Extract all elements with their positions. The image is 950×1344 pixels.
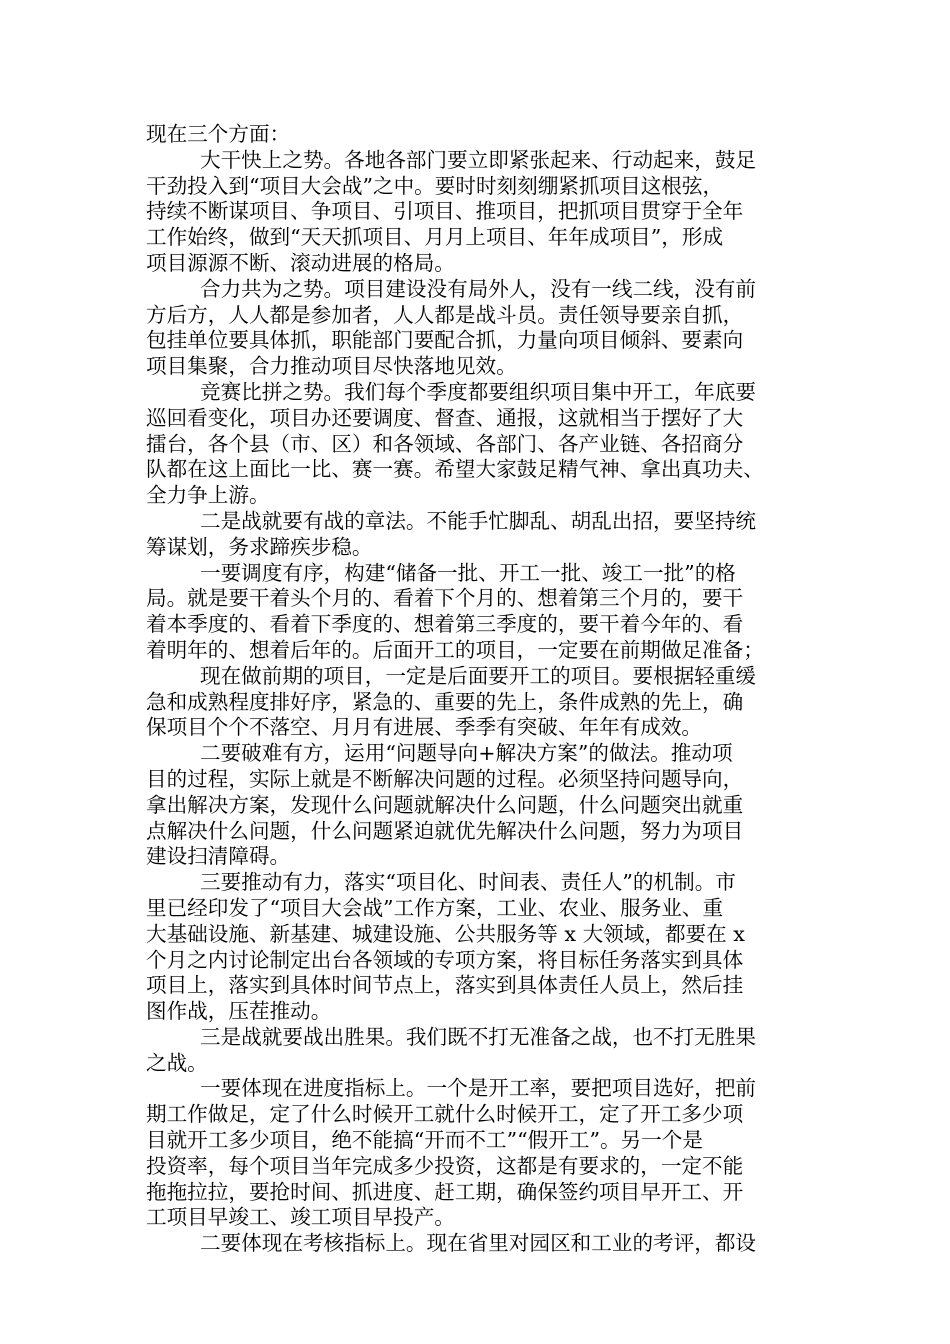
text-line: 目的过程，实际上就是不断解决问题的过程。必须坚持问题导向， <box>146 766 744 791</box>
text-line: 项目集聚，合力推动项目尽快落地见效。 <box>146 354 517 379</box>
text-line: 大干快上之势。各地各部门要立即紧张起来、行动起来，鼓足 <box>200 147 757 172</box>
text-line: 现在做前期的项目，一定是后面要开工的项目。要根据轻重缓 <box>200 663 757 688</box>
text-line: 图作战，压茬推动。 <box>146 999 332 1024</box>
text-line: 里已经印发了“项目大会战”工作方案，工业、农业、服务业、重 <box>146 895 724 920</box>
text-line: 急和成熟程度排好序，紧急的、重要的先上，条件成熟的先上，确 <box>146 689 744 714</box>
text-line: 投资率，每个项目当年完成多少投资，这都是有要求的，一定不能 <box>146 1153 744 1178</box>
text-line: 点解决什么问题，什么问题紧迫就优先解决什么问题，努力为项目 <box>146 818 744 843</box>
text-line: 保项目个个不落空、月月有进展、季季有突破、年年有成效。 <box>146 715 703 740</box>
text-line: 二要体现在考核指标上。现在省里对园区和工业的考评，都设 <box>200 1231 757 1256</box>
text-line: 队都在这上面比一比、赛一赛。希望大家鼓足精气神、拿出真功夫、 <box>146 457 764 482</box>
text-line: 之战。 <box>146 1050 208 1075</box>
text-line: 现在三个方面： <box>146 122 291 146</box>
text-line: 二要破难有方，运用“问题导向+解决方案”的做法。推动项 <box>200 741 733 766</box>
text-line: 着明年的、想着后年的。后面开工的项目，一定要在前期做足准备； <box>146 637 764 662</box>
text-line: 目就开工多少项目，绝不能搞“开而不工”“假开工”。另一个是 <box>146 1128 703 1153</box>
text-line: 三要推动有力，落实“项目化、时间表、责任人”的机制。市 <box>200 870 736 895</box>
text-line: 干劲投入到“项目大会战”之中。要时时刻刻绷紧抓项目这根弦， <box>146 173 724 198</box>
text-line: 一要调度有序，构建“储备一批、开工一批、竣工一批”的格 <box>200 560 736 585</box>
text-line: 持续不断谋项目、争项目、引项目、推项目，把抓项目贯穿于全年 <box>146 199 744 224</box>
text-line: 一要体现在进度指标上。一个是开工率，要把项目选好，把前 <box>200 1076 757 1101</box>
text-line: 筹谋划，务求蹄疾步稳。 <box>146 534 373 559</box>
text-line: 工项目早竣工、竣工项目早投产。 <box>146 1205 455 1230</box>
document-body <box>146 122 826 1257</box>
text-line: 局。就是要干着头个月的、看着下个月的、想着第三个月的，要干 <box>146 586 744 611</box>
text-line: 项目上，落实到具体时间节点上，落实到具体责任人员上，然后挂 <box>146 973 744 998</box>
text-line: 竞赛比拼之势。我们每个季度都要组织项目集中开工，年底要 <box>200 379 757 404</box>
text-line: 个月之内讨论制定出台各领域的专项方案，将目标任务落实到具体 <box>146 947 744 972</box>
text-line: 全力争上游。 <box>146 483 270 508</box>
text-line: 合力共为之势。项目建设没有局外人，没有一线二线，没有前 <box>200 276 757 301</box>
text-line: 方后方，人人都是参加者，人人都是战斗员。责任领导要亲自抓， <box>146 302 744 327</box>
text-line: 工作始终，做到“天天抓项目、月月上项目、年年成项目”，形成 <box>146 225 724 250</box>
text-line: 拿出解决方案，发现什么问题就解决什么问题，什么问题突出就重 <box>146 792 744 817</box>
text-line: 擂台，各个县（市、区）和各领域、各部门、各产业链、各招商分 <box>146 431 744 456</box>
text-line: 大基础设施、新基建、城建设施、公共服务等 x 大领域，都要在 x <box>146 921 745 946</box>
text-line: 包挂单位要具体抓，职能部门要配合抓，力量向项目倾斜、要素向 <box>146 328 744 353</box>
text-line: 巡回看变化，项目办还要调度、督查、通报，这就相当于摆好了大 <box>146 405 744 430</box>
text-line: 期工作做足，定了什么时候开工就什么时候开工，定了开工多少项 <box>146 1102 744 1127</box>
text-line: 三是战就要战出胜果。我们既不打无准备之战，也不打无胜果 <box>200 1024 757 1049</box>
text-line: 项目源源不断、滚动进展的格局。 <box>146 250 455 275</box>
text-line: 建设扫清障碍。 <box>146 844 291 869</box>
text-line: 着本季度的、看着下季度的、想着第三季度的，要干着今年的、看 <box>146 612 744 637</box>
text-line: 拖拖拉拉，要抢时间、抓进度、赶工期，确保签约项目早开工、开 <box>146 1179 744 1204</box>
text-line: 二是战就要有战的章法。不能手忙脚乱、胡乱出招，要坚持统 <box>200 508 757 533</box>
